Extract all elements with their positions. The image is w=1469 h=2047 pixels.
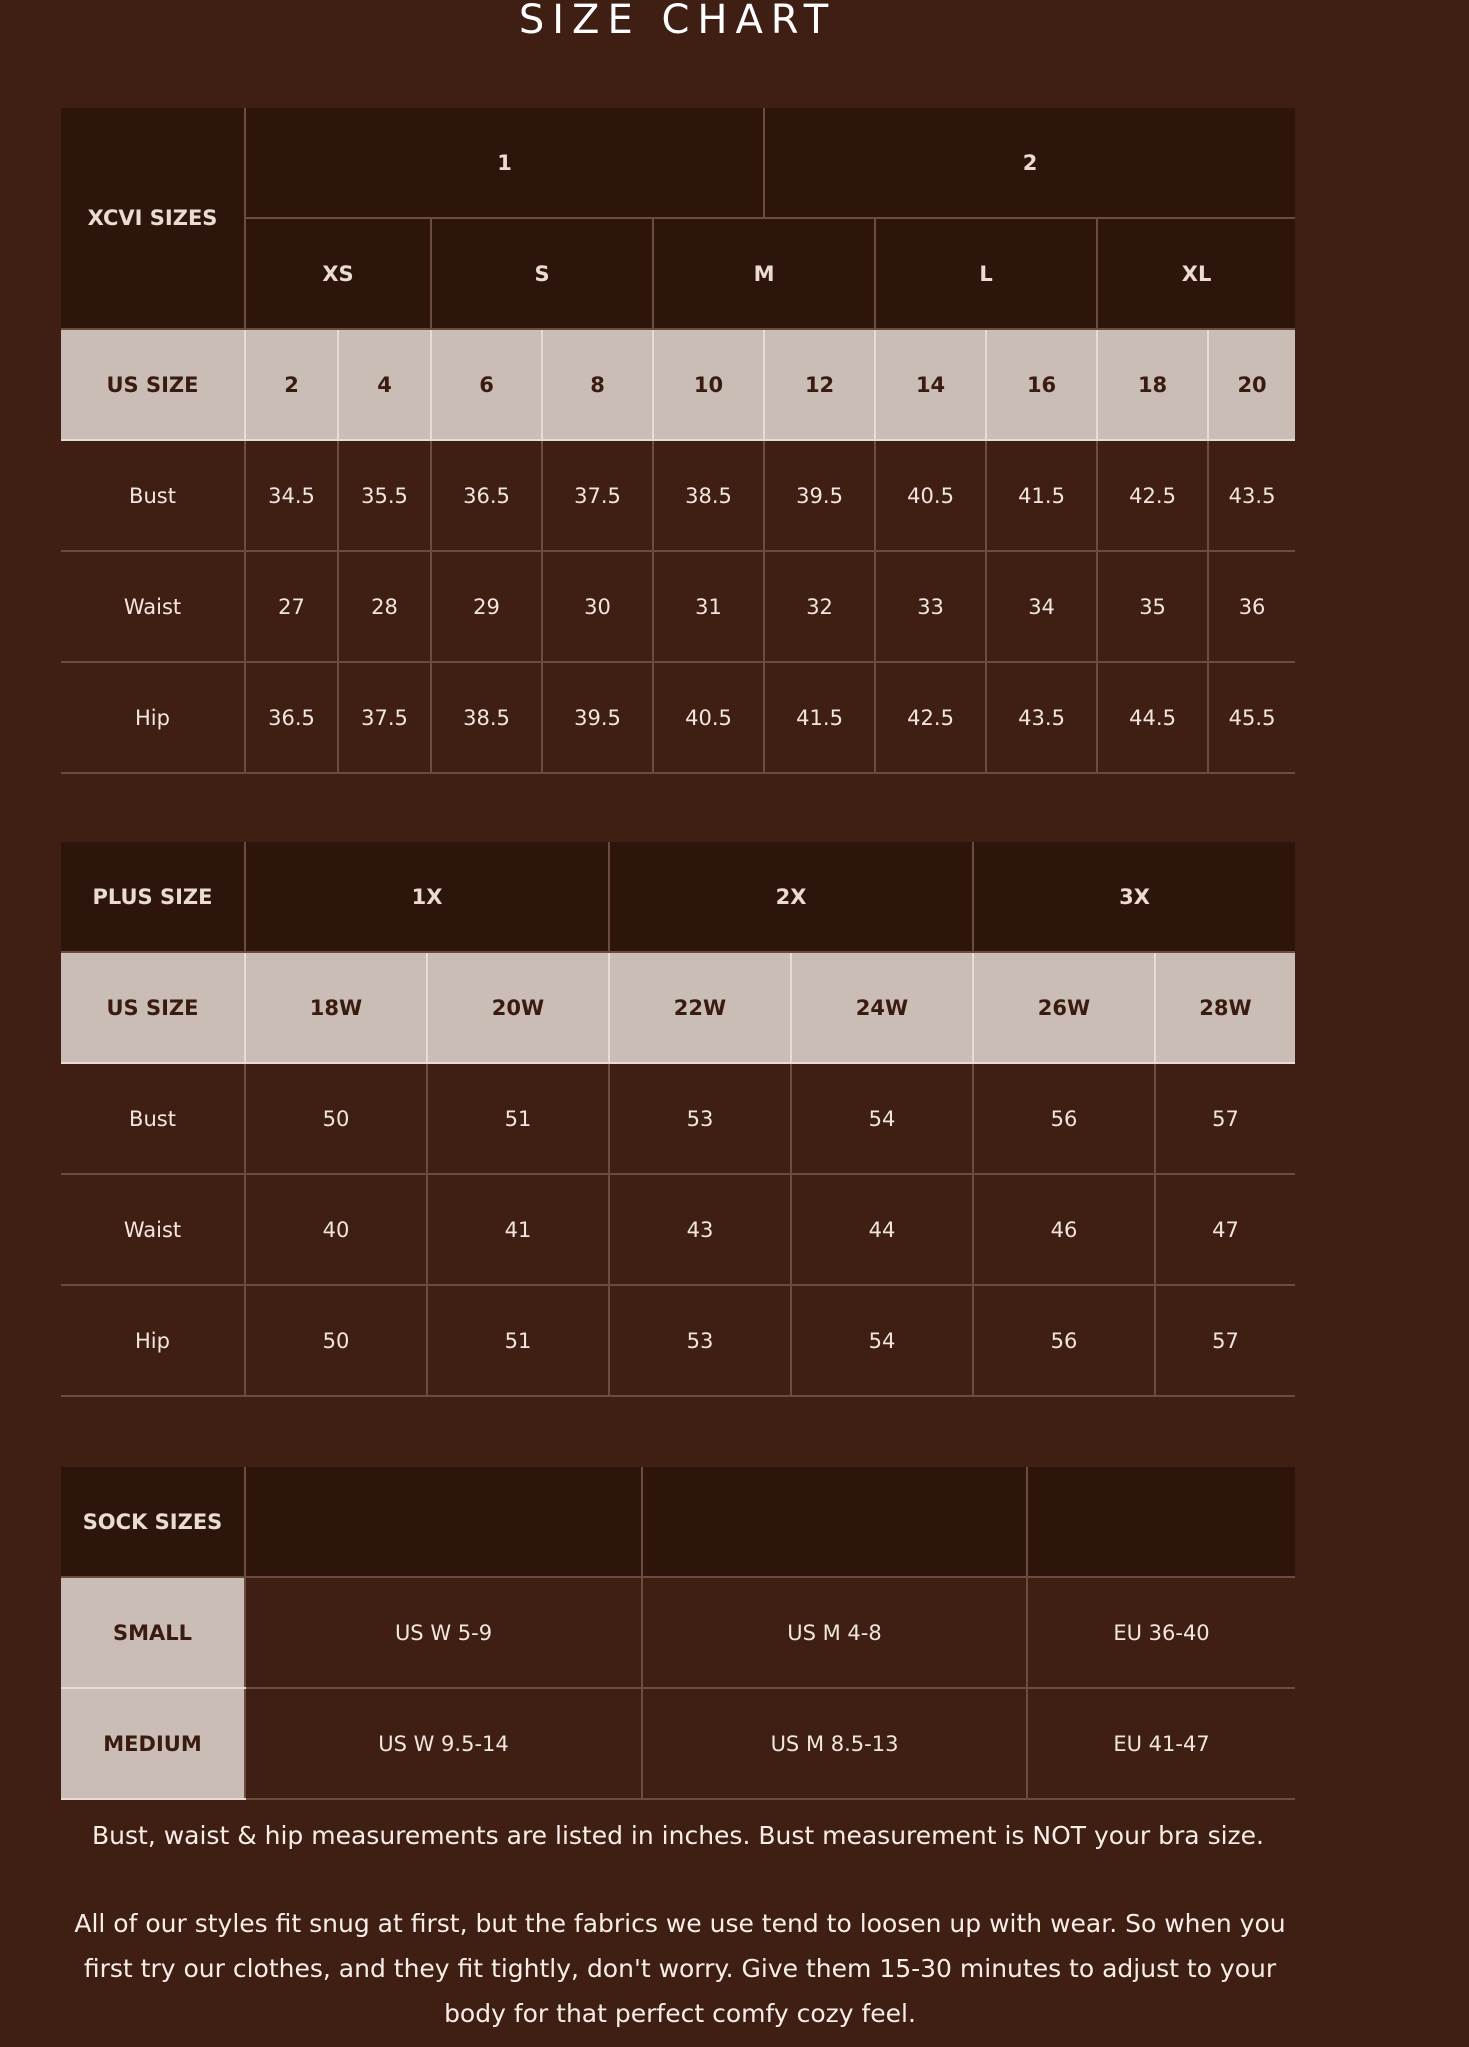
plus-group: 3X	[973, 842, 1295, 952]
page-title: SIZE CHART	[518, 0, 837, 43]
xcvi-letter-size: S	[431, 218, 653, 329]
table-cell: 32	[764, 551, 875, 662]
table-cell: 36.5	[245, 662, 338, 773]
table-cell: 36.5	[431, 440, 542, 551]
table-cell: 38.5	[431, 662, 542, 773]
us-size-cell: 12	[764, 329, 875, 440]
table-cell: 56	[973, 1063, 1155, 1174]
plus-group: 1X	[245, 842, 609, 952]
us-size-cell: 2	[245, 329, 338, 440]
table-cell: 37.5	[542, 440, 653, 551]
us-size-cell: 28W	[1155, 952, 1295, 1063]
table-cell: 27	[245, 551, 338, 662]
row-label-waist: Waist	[61, 1174, 245, 1285]
table-cell: 50	[245, 1063, 427, 1174]
xcvi-group-1: 1	[245, 108, 764, 218]
table-cell: 54	[791, 1063, 973, 1174]
table-row	[61, 662, 1295, 773]
table-cell: 36	[1208, 551, 1295, 662]
us-size-cell: 18	[1097, 329, 1208, 440]
plus-size-header: PLUS SIZE	[61, 842, 245, 952]
table-row	[61, 551, 1295, 662]
plus-size-table	[61, 842, 1295, 1397]
table-cell: 33	[875, 551, 986, 662]
table-cell: 41	[427, 1174, 609, 1285]
us-size-cell: 18W	[245, 952, 427, 1063]
row-label-waist: Waist	[61, 551, 245, 662]
table-cell: EU 41-47	[1027, 1688, 1295, 1799]
sock-size-small-label: SMALL	[61, 1577, 245, 1688]
table-cell: 40	[245, 1174, 427, 1285]
table-cell: 30	[542, 551, 653, 662]
table-cell: 44.5	[1097, 662, 1208, 773]
table-cell: 35	[1097, 551, 1208, 662]
us-size-cell: 14	[875, 329, 986, 440]
us-size-cell: 26W	[973, 952, 1155, 1063]
table-cell: 53	[609, 1063, 791, 1174]
table-cell: 39.5	[764, 440, 875, 551]
table-row	[61, 1174, 1295, 1285]
fit-note: All of our styles fit snug at first, but the fabrics we use tend to loosen up with wear. So when you first try our clothes, and they fit tightly, don't worry. Give them 15-30 minutes to adjust to your body for that perfect comfy cozy feel.	[74, 1909, 1286, 2028]
us-size-cell: 4	[338, 329, 431, 440]
xcvi-letter-size: L	[875, 218, 1097, 329]
table-cell: 37.5	[338, 662, 431, 773]
table-cell: 42.5	[875, 662, 986, 773]
table-cell: 41.5	[764, 662, 875, 773]
row-label-bust: Bust	[61, 1063, 245, 1174]
sock-header-blank	[1027, 1467, 1295, 1577]
table-cell: 34.5	[245, 440, 338, 551]
us-size-cell: 16	[986, 329, 1097, 440]
measurement-note: Bust, waist & hip measurements are listed in inches. Bust measurement is NOT your bra size.	[92, 1821, 1264, 1850]
table-cell: 40.5	[653, 662, 764, 773]
table-row	[61, 1577, 1295, 1688]
xcvi-letter-size: XL	[1097, 218, 1295, 329]
table-cell: US W 5-9	[245, 1577, 642, 1688]
table-cell: 38.5	[653, 440, 764, 551]
table-cell: 43	[609, 1174, 791, 1285]
table-cell: US W 9.5-14	[245, 1688, 642, 1799]
table-cell: 29	[431, 551, 542, 662]
us-size-cell: 22W	[609, 952, 791, 1063]
table-cell: 44	[791, 1174, 973, 1285]
table-cell: 43.5	[986, 662, 1097, 773]
table-cell: US M 4-8	[642, 1577, 1027, 1688]
table-row	[61, 1688, 1295, 1799]
us-size-cell: 8	[542, 329, 653, 440]
table-cell: 34	[986, 551, 1097, 662]
us-size-cell: 6	[431, 329, 542, 440]
table-cell: 51	[427, 1285, 609, 1396]
table-cell: 53	[609, 1285, 791, 1396]
xcvi-letter-size: XS	[245, 218, 431, 329]
table-cell: 45.5	[1208, 662, 1295, 773]
plus-group: 2X	[609, 842, 973, 952]
table-cell: 50	[245, 1285, 427, 1396]
table-cell: 47	[1155, 1174, 1295, 1285]
us-size-cell: 20W	[427, 952, 609, 1063]
xcvi-letter-size: M	[653, 218, 875, 329]
table-cell: 28	[338, 551, 431, 662]
row-label-hip: Hip	[61, 662, 245, 773]
us-size-cell: 24W	[791, 952, 973, 1063]
us-size-cell: 20	[1208, 329, 1295, 440]
table-row	[61, 1063, 1295, 1174]
table-cell: 57	[1155, 1285, 1295, 1396]
table-cell: 54	[791, 1285, 973, 1396]
xcvi-group-2: 2	[764, 108, 1295, 218]
sock-size-medium-label: MEDIUM	[61, 1688, 245, 1799]
xcvi-size-table	[61, 108, 1295, 774]
table-cell: 51	[427, 1063, 609, 1174]
table-cell: 43.5	[1208, 440, 1295, 551]
table-cell: 31	[653, 551, 764, 662]
table-cell: US M 8.5-13	[642, 1688, 1027, 1799]
sock-size-table	[61, 1467, 1295, 1800]
table-cell: 56	[973, 1285, 1155, 1396]
table-cell: 42.5	[1097, 440, 1208, 551]
us-size-cell: 10	[653, 329, 764, 440]
sock-header-blank	[642, 1467, 1027, 1577]
table-cell: 35.5	[338, 440, 431, 551]
row-label-hip: Hip	[61, 1285, 245, 1396]
table-row	[61, 440, 1295, 551]
table-cell: 41.5	[986, 440, 1097, 551]
sock-header-blank	[245, 1467, 642, 1577]
sock-sizes-header: SOCK SIZES	[61, 1467, 245, 1577]
table-cell: 57	[1155, 1063, 1295, 1174]
table-cell: 46	[973, 1174, 1155, 1285]
table-cell: EU 36-40	[1027, 1577, 1295, 1688]
us-size-label: US SIZE	[61, 952, 245, 1063]
table-cell: 39.5	[542, 662, 653, 773]
xcvi-sizes-header: XCVI SIZES	[61, 108, 245, 329]
us-size-label: US SIZE	[61, 329, 245, 440]
table-row	[61, 1285, 1295, 1396]
table-cell: 40.5	[875, 440, 986, 551]
row-label-bust: Bust	[61, 440, 245, 551]
